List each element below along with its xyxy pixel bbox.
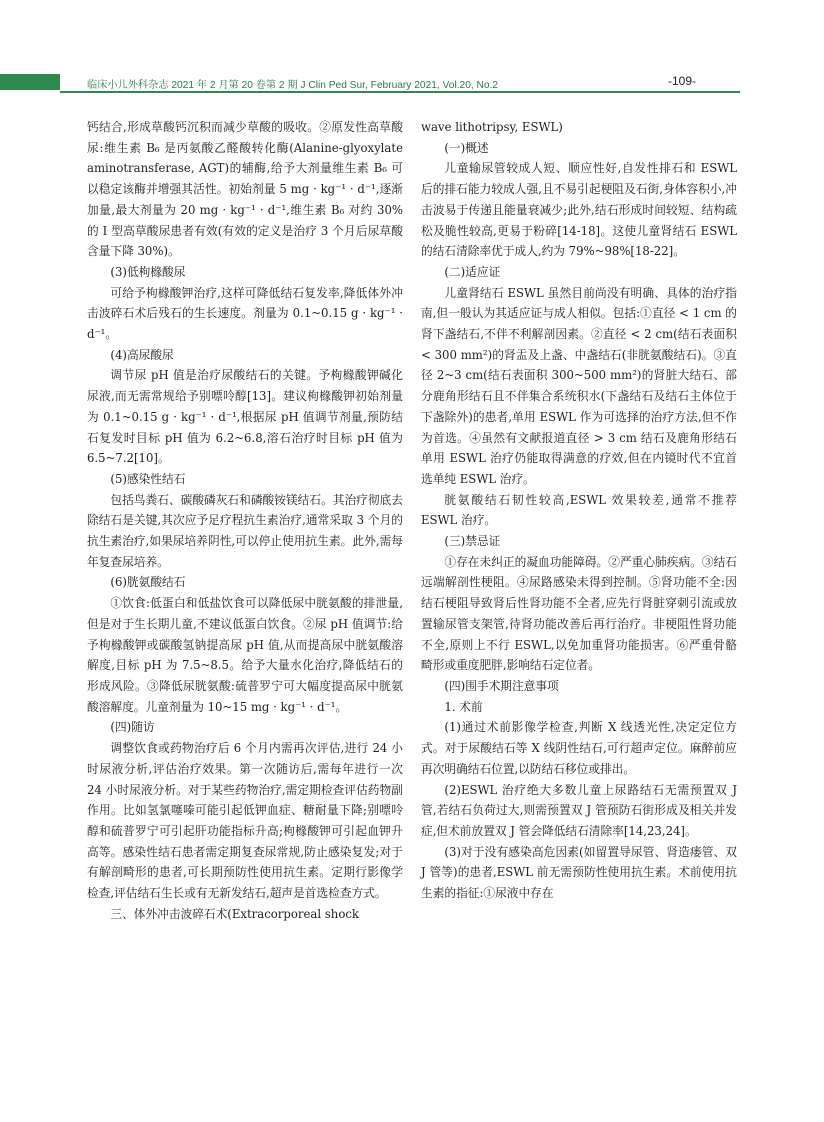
paragraph: ①存在未纠正的凝血功能障碍。②严重心肺疾病。③结石远端解剖性梗阻。④尿路感染未得到控制。⑤肾功能不全:因结石梗阻导致肾后性肾功能不全者,应先行肾脏穿刺引流或放置输尿管支架管,待肾功能改善后再行治疗。非梗阻性肾功能不全,原则上不行 ESWL,以免加重肾功能损害。⑥严重骨骼畸形或重度肥胖,影响结石定位者。 xyxy=(421,554,737,673)
paragraph: 调节尿 pH 值是治疗尿酸结石的关键。予枸橼酸钾碱化尿液,而无需常规给予别嘌呤醇[13]。建议枸橼酸钾初始剂量为 0.1~0.15 g · kg⁻¹ · d⁻¹,根据尿 pH 值调节剂量,预防结石复发时目标 pH 值为 6.2~6.8,溶石治疗时目标 pH 值为 6.5~7.2[10]。 xyxy=(87,368,403,466)
paragraph: 包括鸟粪石、碳酸磷灰石和磷酸铵镁结石。其治疗彻底去除结石是关键,其次应予足疗程抗生素治疗,通常采取 3 个月的抗生素治疗,如果尿培养阴性,可以停止使用抗生素。此外,需每年复查尿培养。 xyxy=(87,492,403,569)
paragraph: 1. 术前 xyxy=(444,699,483,714)
journal-header: 临床小儿外科杂志 2021 年 2 月第 20 卷第 2 期 J Clin Ped Sur, February 2021, Vol.20, No.2 xyxy=(87,80,499,91)
page-number: -109- xyxy=(668,74,697,88)
paragraph: 调整饮食或药物治疗后 6 个月内需再次评估,进行 24 小时尿液分析,评估治疗效果。第一次随访后,需每年进行一次 24 小时尿液分析。对于某些药物治疗,需定期检查评估药物副作用。比如氢氯噻嗪可能引起低钾血症、糖耐量下降;别嘌呤醇和硫普罗宁可引起肝功能指标升高;枸橼酸钾可引起血钾升高等。感染性结石患者需定期复查尿常规,防止感染复发;对于有解剖畸形的患者,可长期预防性使用抗生素。定期行影像学检查,评估结石生长或有无新发结石,超声是首选检查方式。 xyxy=(87,741,403,901)
paragraph: (4)高尿酸尿 xyxy=(110,347,174,362)
paragraph: ①饮食:低蛋白和低盐饮食可以降低尿中胱氨酸的排泄量,但是对于生长期儿童,不建议低蛋白饮食。②尿 pH 值调节:给予枸橼酸钾或碳酸氢钠提高尿 pH 值,从而提高尿中胱氨酸溶解度,目标 pH 为 7.5~8.5。给予大量水化治疗,降低结石的形成风险。③降低尿胱氨酸:硫普罗宁可大幅度提高尿中胱氨酸溶解度。儿童剂量为 10~15 mg · kg⁻¹ · d⁻¹。 xyxy=(87,596,403,714)
paragraph: 可给予枸橼酸钾治疗,这样可降低结石复发率,降低体外冲击波碎石术后残石的生长速度。剂量为 0.1~0.15 g · kg⁻¹ · d⁻¹。 xyxy=(87,285,403,342)
header-rule xyxy=(60,91,740,93)
paragraph: 儿童输尿管较成人短、顺应性好,自发性排石和 ESWL 后的排石能力较成人强,且不易引起梗阻及石街,身体容积小,冲击波易于传递且能量衰减少;此外,结石形成时间较短、结构疏松及脆性较高,更易于粉碎[14-18]。这使儿童肾结石 ESWL 的结石清除率优于成人,约为 79%~98%[18-22]。 xyxy=(421,161,737,259)
paragraph: (二)适应证 xyxy=(444,264,501,279)
paragraph: (四)围手术期注意事项 xyxy=(444,678,559,693)
paragraph: 儿童肾结石 ESWL 虽然目前尚没有明确、具体的治疗指南,但一般认为其适应证与成人相似。包括:①直径 < 1 cm 的肾下盏结石,不伴不利解剖因素。②直径 < 2 cm(结石表面积 < 300 mm²)的肾盂及上盏、中盏结石(非胱氨酸结石)。③直径 2~3 cm(结石表面积 300~500 mm²)的肾脏大结石、部分鹿角形结石且不伴集合系统积水(下盏结石及结石主体位于下盏除外)的患者,单用 ESWL 作为可选择的治疗方法,但不作为首选。④虽然有文献报道直径 > 3 cm 结石及鹿角形结石单用 ESWL 治疗仍能取得满意的疗效,但在内镜时代不宜首选单纯 ESWL 治疗。 xyxy=(421,285,737,486)
paragraph: (一)概述 xyxy=(444,140,489,155)
paragraph: 三、体外冲击波碎石术(Extracorporeal shock xyxy=(110,906,360,921)
paragraph: (3)低枸橼酸尿 xyxy=(110,264,186,279)
right-column xyxy=(421,117,737,904)
paragraph: wave lithotripsy, ESWL) xyxy=(421,120,563,134)
paragraph: (5)感染性结石 xyxy=(110,471,186,486)
paragraph: (三)禁忌证 xyxy=(444,534,501,549)
paragraph: (2)ESWL 治疗绝大多数儿童上尿路结石无需预置双 J 管,若结石负荷过大,则需预置双 J 管预防石街形成及相关并发症,但术前放置双 J 管会降低结石清除率[14,23,24]。 xyxy=(421,782,737,838)
header-color-bar xyxy=(0,74,60,90)
paragraph: (四)随访 xyxy=(110,720,155,735)
paragraph: (3)对于没有感染高危因素(如留置导尿管、肾造瘘管、双 J 管等)的患者,ESWL 前无需预防性使用抗生素。术前使用抗生素的指征:①尿液中存在 xyxy=(421,844,737,901)
paragraph: (6)胱氨酸结石 xyxy=(110,575,186,590)
paragraph: (1)通过术前影像学检查,判断 X 线透光性,决定定位方式。对于尿酸结石等 X 线阴性结石,可行超声定位。麻醉前应再次明确结石位置,以防结石移位或排出。 xyxy=(421,720,737,776)
paragraph: 胱氨酸结石韧性较高,ESWL 效果较差,通常不推荐 ESWL 治疗。 xyxy=(421,492,737,528)
left-column xyxy=(87,117,403,924)
paragraph: 钙结合,形成草酸钙沉积而减少草酸的吸收。②原发性高草酸尿:维生素 B₆ 是丙氨酸乙醛酸转化酶(Alanine-glyoxylate aminotransferase, AGT)的辅酶,给予大剂量维生素 B₆ 可以稳定该酶并增强其活性。初始剂量 5 mg · kg⁻¹ · d⁻¹,逐渐加量,最大剂量为 20 mg · kg⁻¹ · d⁻¹,维生素 B₆ 对约 30% 的 Ⅰ 型高草酸尿患者有效(有效的定义是治疗 3 个月后尿草酸含量下降 30%)。 xyxy=(87,120,403,259)
